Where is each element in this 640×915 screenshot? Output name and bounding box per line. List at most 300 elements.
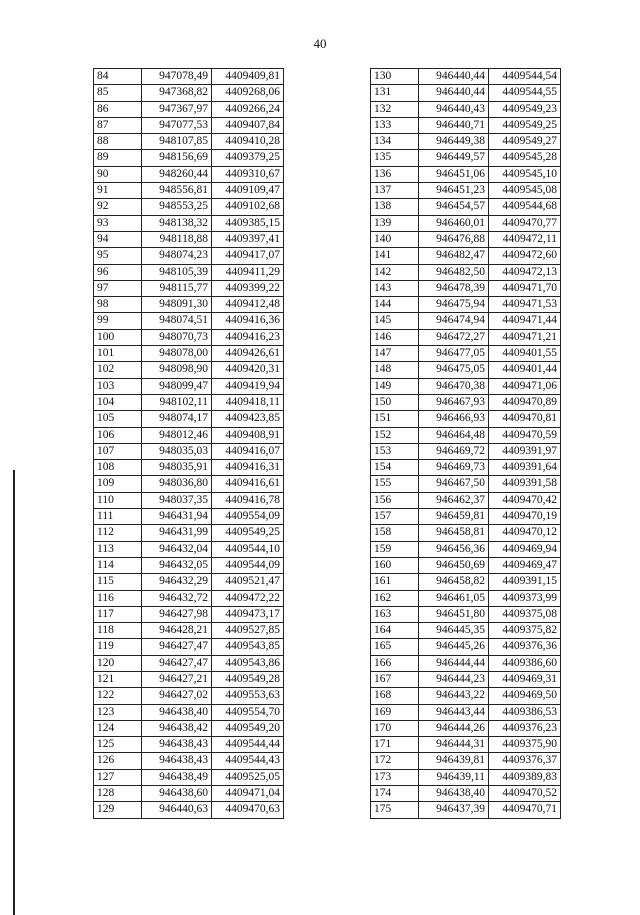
y-coordinate-cell: 4409554,70: [212, 704, 284, 720]
point-number-cell: 84: [94, 69, 142, 85]
table-row: [371, 623, 561, 639]
table-row: [94, 411, 284, 427]
y-coordinate-cell: 4409397,41: [212, 231, 284, 247]
x-coordinate-cell: 948012,46: [142, 427, 212, 443]
table-row: [94, 525, 284, 541]
x-coordinate-cell: 948074,17: [142, 411, 212, 427]
x-coordinate-cell: 946440,43: [419, 101, 489, 117]
point-number-cell: 90: [94, 166, 142, 182]
table-row: [94, 297, 284, 313]
point-number-cell: 169: [371, 704, 419, 720]
point-number-cell: 143: [371, 280, 419, 296]
y-coordinate-cell: 4409416,36: [212, 313, 284, 329]
y-coordinate-cell: 4409549,25: [212, 525, 284, 541]
y-coordinate-cell: 4409544,54: [489, 69, 561, 85]
y-coordinate-cell: 4409545,28: [489, 150, 561, 166]
x-coordinate-cell: 946462,37: [419, 492, 489, 508]
point-number-cell: 93: [94, 215, 142, 231]
margin-bar: [13, 470, 15, 915]
x-coordinate-cell: 948107,85: [142, 134, 212, 150]
y-coordinate-cell: 4409471,44: [489, 313, 561, 329]
x-coordinate-cell: 948070,73: [142, 329, 212, 345]
y-coordinate-cell: 4409416,07: [212, 443, 284, 459]
x-coordinate-cell: 946450,69: [419, 557, 489, 573]
point-number-cell: 161: [371, 574, 419, 590]
point-number-cell: 175: [371, 802, 419, 818]
y-coordinate-cell: 4409470,42: [489, 492, 561, 508]
y-coordinate-cell: 4409549,20: [212, 720, 284, 736]
table-row: [371, 378, 561, 394]
x-coordinate-cell: 946475,05: [419, 362, 489, 378]
x-coordinate-cell: 946474,94: [419, 313, 489, 329]
y-coordinate-cell: 4409391,58: [489, 476, 561, 492]
point-number-cell: 174: [371, 786, 419, 802]
table-row: [94, 313, 284, 329]
point-number-cell: 89: [94, 150, 142, 166]
y-coordinate-cell: 4409268,06: [212, 85, 284, 101]
x-coordinate-cell: 946432,04: [142, 541, 212, 557]
x-coordinate-cell: 948074,51: [142, 313, 212, 329]
table-row: [371, 753, 561, 769]
y-coordinate-cell: 4409375,08: [489, 606, 561, 622]
y-coordinate-cell: 4409419,94: [212, 378, 284, 394]
x-coordinate-cell: 946427,47: [142, 639, 212, 655]
x-coordinate-cell: 946440,71: [419, 117, 489, 133]
x-coordinate-cell: 946445,26: [419, 639, 489, 655]
table-row: [371, 297, 561, 313]
point-number-cell: 102: [94, 362, 142, 378]
x-coordinate-cell: 946451,06: [419, 166, 489, 182]
y-coordinate-cell: 4409416,23: [212, 329, 284, 345]
point-number-cell: 147: [371, 346, 419, 362]
table-row: [94, 590, 284, 606]
table-row: [94, 166, 284, 182]
x-coordinate-cell: 946449,57: [419, 150, 489, 166]
table-row: [94, 117, 284, 133]
point-number-cell: 86: [94, 101, 142, 117]
point-number-cell: 149: [371, 378, 419, 394]
table-row: [94, 623, 284, 639]
table-row: [94, 802, 284, 818]
y-coordinate-cell: 4409544,68: [489, 199, 561, 215]
x-coordinate-cell: 946438,40: [142, 704, 212, 720]
y-coordinate-cell: 4409310,67: [212, 166, 284, 182]
point-number-cell: 108: [94, 460, 142, 476]
point-number-cell: 130: [371, 69, 419, 85]
point-number-cell: 96: [94, 264, 142, 280]
table-row: [371, 655, 561, 671]
table-row: [94, 460, 284, 476]
table-row: [371, 85, 561, 101]
x-coordinate-cell: 946440,63: [142, 802, 212, 818]
y-coordinate-cell: 4409543,86: [212, 655, 284, 671]
table-row: [94, 134, 284, 150]
point-number-cell: 104: [94, 394, 142, 410]
table-row: [94, 753, 284, 769]
point-number-cell: 100: [94, 329, 142, 345]
table-row: [94, 639, 284, 655]
y-coordinate-cell: 4409401,44: [489, 362, 561, 378]
table-row: [371, 720, 561, 736]
point-number-cell: 127: [94, 769, 142, 785]
table-row: [371, 688, 561, 704]
point-number-cell: 111: [94, 509, 142, 525]
point-number-cell: 132: [371, 101, 419, 117]
y-coordinate-cell: 4409399,22: [212, 280, 284, 296]
table-row: [94, 476, 284, 492]
table-row: [94, 280, 284, 296]
x-coordinate-cell: 947368,82: [142, 85, 212, 101]
x-coordinate-cell: 946444,23: [419, 671, 489, 687]
y-coordinate-cell: 4409379,25: [212, 150, 284, 166]
x-coordinate-cell: 948099,47: [142, 378, 212, 394]
table-row: [94, 183, 284, 199]
table-row: [371, 574, 561, 590]
point-number-cell: 139: [371, 215, 419, 231]
y-coordinate-cell: 4409470,81: [489, 411, 561, 427]
x-coordinate-cell: 946460,01: [419, 215, 489, 231]
point-number-cell: 128: [94, 786, 142, 802]
x-coordinate-cell: 946439,11: [419, 769, 489, 785]
y-coordinate-cell: 4409470,19: [489, 509, 561, 525]
table-row: [371, 786, 561, 802]
table-row: [371, 443, 561, 459]
x-coordinate-cell: 948074,23: [142, 248, 212, 264]
x-coordinate-cell: 946469,73: [419, 460, 489, 476]
x-coordinate-cell: 946454,57: [419, 199, 489, 215]
x-coordinate-cell: 948091,30: [142, 297, 212, 313]
y-coordinate-cell: 4409416,61: [212, 476, 284, 492]
x-coordinate-cell: 946443,44: [419, 704, 489, 720]
table-row: [94, 492, 284, 508]
y-coordinate-cell: 4409410,28: [212, 134, 284, 150]
table-row: [371, 590, 561, 606]
y-coordinate-cell: 4409473,17: [212, 606, 284, 622]
y-coordinate-cell: 4409375,82: [489, 623, 561, 639]
point-number-cell: 131: [371, 85, 419, 101]
table-row: [94, 557, 284, 573]
table-row: [371, 264, 561, 280]
y-coordinate-cell: 4409553,63: [212, 688, 284, 704]
x-coordinate-cell: 946470,38: [419, 378, 489, 394]
table-row: [371, 183, 561, 199]
x-coordinate-cell: 946464,48: [419, 427, 489, 443]
x-coordinate-cell: 946477,05: [419, 346, 489, 362]
table-row: [94, 85, 284, 101]
x-coordinate-cell: 948553,25: [142, 199, 212, 215]
point-number-cell: 137: [371, 183, 419, 199]
point-number-cell: 133: [371, 117, 419, 133]
x-coordinate-cell: 946440,44: [419, 85, 489, 101]
point-number-cell: 92: [94, 199, 142, 215]
table-row: [371, 671, 561, 687]
y-coordinate-cell: 4409549,27: [489, 134, 561, 150]
y-coordinate-cell: 4409472,13: [489, 264, 561, 280]
point-number-cell: 168: [371, 688, 419, 704]
point-number-cell: 164: [371, 623, 419, 639]
x-coordinate-cell: 946431,99: [142, 525, 212, 541]
point-number-cell: 113: [94, 541, 142, 557]
point-number-cell: 146: [371, 329, 419, 345]
table-row: [94, 655, 284, 671]
y-coordinate-cell: 4409469,47: [489, 557, 561, 573]
y-coordinate-cell: 4409411,29: [212, 264, 284, 280]
y-coordinate-cell: 4409407,84: [212, 117, 284, 133]
point-number-cell: 141: [371, 248, 419, 264]
table-row: [371, 362, 561, 378]
x-coordinate-cell: 946431,94: [142, 509, 212, 525]
x-coordinate-cell: 946482,50: [419, 264, 489, 280]
point-number-cell: 135: [371, 150, 419, 166]
x-coordinate-cell: 948138,32: [142, 215, 212, 231]
point-number-cell: 158: [371, 525, 419, 541]
x-coordinate-cell: 946456,36: [419, 541, 489, 557]
y-coordinate-cell: 4409554,09: [212, 509, 284, 525]
point-number-cell: 121: [94, 671, 142, 687]
point-number-cell: 144: [371, 297, 419, 313]
y-coordinate-cell: 4409472,11: [489, 231, 561, 247]
y-coordinate-cell: 4409423,85: [212, 411, 284, 427]
x-coordinate-cell: 948156,69: [142, 150, 212, 166]
point-number-cell: 129: [94, 802, 142, 818]
point-number-cell: 138: [371, 199, 419, 215]
point-number-cell: 155: [371, 476, 419, 492]
x-coordinate-cell: 946438,60: [142, 786, 212, 802]
y-coordinate-cell: 4409373,99: [489, 590, 561, 606]
x-coordinate-cell: 948260,44: [142, 166, 212, 182]
table-row: [371, 411, 561, 427]
point-number-cell: 167: [371, 671, 419, 687]
y-coordinate-cell: 4409470,52: [489, 786, 561, 802]
x-coordinate-cell: 946451,23: [419, 183, 489, 199]
x-coordinate-cell: 948102,11: [142, 394, 212, 410]
y-coordinate-cell: 4409472,22: [212, 590, 284, 606]
x-coordinate-cell: 946444,31: [419, 737, 489, 753]
table-row: [94, 688, 284, 704]
y-coordinate-cell: 4409470,12: [489, 525, 561, 541]
point-number-cell: 88: [94, 134, 142, 150]
point-number-cell: 91: [94, 183, 142, 199]
x-coordinate-cell: 946444,44: [419, 655, 489, 671]
point-number-cell: 162: [371, 590, 419, 606]
point-number-cell: 106: [94, 427, 142, 443]
y-coordinate-cell: 4409418,11: [212, 394, 284, 410]
point-number-cell: 148: [371, 362, 419, 378]
point-number-cell: 172: [371, 753, 419, 769]
table-row: [371, 427, 561, 443]
y-coordinate-cell: 4409521,47: [212, 574, 284, 590]
x-coordinate-cell: 948037,35: [142, 492, 212, 508]
x-coordinate-cell: 946459,81: [419, 509, 489, 525]
x-coordinate-cell: 946427,21: [142, 671, 212, 687]
y-coordinate-cell: 4409102,68: [212, 199, 284, 215]
x-coordinate-cell: 946427,47: [142, 655, 212, 671]
y-coordinate-cell: 4409420,31: [212, 362, 284, 378]
table-row: [94, 606, 284, 622]
point-number-cell: 170: [371, 720, 419, 736]
y-coordinate-cell: 4409544,44: [212, 737, 284, 753]
point-number-cell: 101: [94, 346, 142, 362]
table-row: [371, 606, 561, 622]
point-number-cell: 160: [371, 557, 419, 573]
table-row: [371, 639, 561, 655]
point-number-cell: 114: [94, 557, 142, 573]
table-row: [94, 248, 284, 264]
table-row: [94, 720, 284, 736]
table-row: [94, 346, 284, 362]
y-coordinate-cell: 4409109,47: [212, 183, 284, 199]
point-number-cell: 145: [371, 313, 419, 329]
x-coordinate-cell: 946428,21: [142, 623, 212, 639]
table-row: [371, 737, 561, 753]
y-coordinate-cell: 4409471,06: [489, 378, 561, 394]
point-number-cell: 156: [371, 492, 419, 508]
table-row: [371, 525, 561, 541]
table-row: [94, 378, 284, 394]
y-coordinate-cell: 4409469,50: [489, 688, 561, 704]
y-coordinate-cell: 4409416,78: [212, 492, 284, 508]
table-row: [371, 134, 561, 150]
point-number-cell: 152: [371, 427, 419, 443]
x-coordinate-cell: 946469,72: [419, 443, 489, 459]
x-coordinate-cell: 946476,88: [419, 231, 489, 247]
page-number: 40: [313, 36, 327, 51]
x-coordinate-cell: 946432,05: [142, 557, 212, 573]
point-number-cell: 95: [94, 248, 142, 264]
point-number-cell: 140: [371, 231, 419, 247]
y-coordinate-cell: 4409544,09: [212, 557, 284, 573]
table-row: [371, 280, 561, 296]
y-coordinate-cell: 4409470,59: [489, 427, 561, 443]
point-number-cell: 165: [371, 639, 419, 655]
x-coordinate-cell: 946482,47: [419, 248, 489, 264]
point-number-cell: 123: [94, 704, 142, 720]
table-row: [371, 541, 561, 557]
y-coordinate-cell: 4409401,55: [489, 346, 561, 362]
y-coordinate-cell: 4409544,55: [489, 85, 561, 101]
x-coordinate-cell: 948036,80: [142, 476, 212, 492]
x-coordinate-cell: 946443,22: [419, 688, 489, 704]
table-row: [371, 166, 561, 182]
x-coordinate-cell: 946438,40: [419, 786, 489, 802]
point-number-cell: 99: [94, 313, 142, 329]
x-coordinate-cell: 946451,80: [419, 606, 489, 622]
point-number-cell: 119: [94, 639, 142, 655]
y-coordinate-cell: 4409376,36: [489, 639, 561, 655]
x-coordinate-cell: 946427,02: [142, 688, 212, 704]
point-number-cell: 109: [94, 476, 142, 492]
table-row: [371, 476, 561, 492]
y-coordinate-cell: 4409549,28: [212, 671, 284, 687]
y-coordinate-cell: 4409470,71: [489, 802, 561, 818]
table-row: [371, 460, 561, 476]
table-row: [94, 509, 284, 525]
x-coordinate-cell: 946438,49: [142, 769, 212, 785]
y-coordinate-cell: 4409543,85: [212, 639, 284, 655]
table-row: [94, 362, 284, 378]
point-number-cell: 85: [94, 85, 142, 101]
table-row: [94, 101, 284, 117]
x-coordinate-cell: 946427,98: [142, 606, 212, 622]
table-row: [371, 769, 561, 785]
y-coordinate-cell: 4409471,21: [489, 329, 561, 345]
table-row: [371, 346, 561, 362]
x-coordinate-cell: 946467,50: [419, 476, 489, 492]
y-coordinate-cell: 4409527,85: [212, 623, 284, 639]
x-coordinate-cell: 946478,39: [419, 280, 489, 296]
x-coordinate-cell: 946475,94: [419, 297, 489, 313]
x-coordinate-cell: 946439,81: [419, 753, 489, 769]
table-row: [94, 69, 284, 85]
point-number-cell: 94: [94, 231, 142, 247]
table-row: [94, 231, 284, 247]
coordinates-table-right: [370, 68, 561, 819]
point-number-cell: 117: [94, 606, 142, 622]
table-row: [371, 802, 561, 818]
x-coordinate-cell: 948105,39: [142, 264, 212, 280]
x-coordinate-cell: 946461,05: [419, 590, 489, 606]
x-coordinate-cell: 947078,49: [142, 69, 212, 85]
x-coordinate-cell: 946438,43: [142, 753, 212, 769]
point-number-cell: 159: [371, 541, 419, 557]
y-coordinate-cell: 4409409,81: [212, 69, 284, 85]
y-coordinate-cell: 4409549,23: [489, 101, 561, 117]
table-row: [371, 248, 561, 264]
table-row: [371, 215, 561, 231]
x-coordinate-cell: 946444,26: [419, 720, 489, 736]
table-row: [94, 443, 284, 459]
y-coordinate-cell: 4409545,10: [489, 166, 561, 182]
y-coordinate-cell: 4409391,15: [489, 574, 561, 590]
point-number-cell: 125: [94, 737, 142, 753]
y-coordinate-cell: 4409391,64: [489, 460, 561, 476]
x-coordinate-cell: 946438,43: [142, 737, 212, 753]
table-row: [94, 769, 284, 785]
y-coordinate-cell: 4409469,94: [489, 541, 561, 557]
x-coordinate-cell: 946466,93: [419, 411, 489, 427]
x-coordinate-cell: 948118,88: [142, 231, 212, 247]
table-row: [94, 394, 284, 410]
point-number-cell: 126: [94, 753, 142, 769]
point-number-cell: 103: [94, 378, 142, 394]
table-row: [371, 231, 561, 247]
y-coordinate-cell: 4409470,77: [489, 215, 561, 231]
y-coordinate-cell: 4409544,10: [212, 541, 284, 557]
point-number-cell: 157: [371, 509, 419, 525]
y-coordinate-cell: 4409525,05: [212, 769, 284, 785]
point-number-cell: 115: [94, 574, 142, 590]
y-coordinate-cell: 4409408,91: [212, 427, 284, 443]
y-coordinate-cell: 4409376,23: [489, 720, 561, 736]
y-coordinate-cell: 4409545,08: [489, 183, 561, 199]
y-coordinate-cell: 4409375,90: [489, 737, 561, 753]
x-coordinate-cell: 947367,97: [142, 101, 212, 117]
x-coordinate-cell: 947077,53: [142, 117, 212, 133]
point-number-cell: 150: [371, 394, 419, 410]
point-number-cell: 124: [94, 720, 142, 736]
table-row: [94, 264, 284, 280]
y-coordinate-cell: 4409472,60: [489, 248, 561, 264]
table-row: [371, 117, 561, 133]
point-number-cell: 110: [94, 492, 142, 508]
y-coordinate-cell: 4409470,89: [489, 394, 561, 410]
table-row: [94, 704, 284, 720]
point-number-cell: 87: [94, 117, 142, 133]
x-coordinate-cell: 946438,42: [142, 720, 212, 736]
table-row: [94, 786, 284, 802]
table-row: [94, 574, 284, 590]
y-coordinate-cell: 4409386,60: [489, 655, 561, 671]
